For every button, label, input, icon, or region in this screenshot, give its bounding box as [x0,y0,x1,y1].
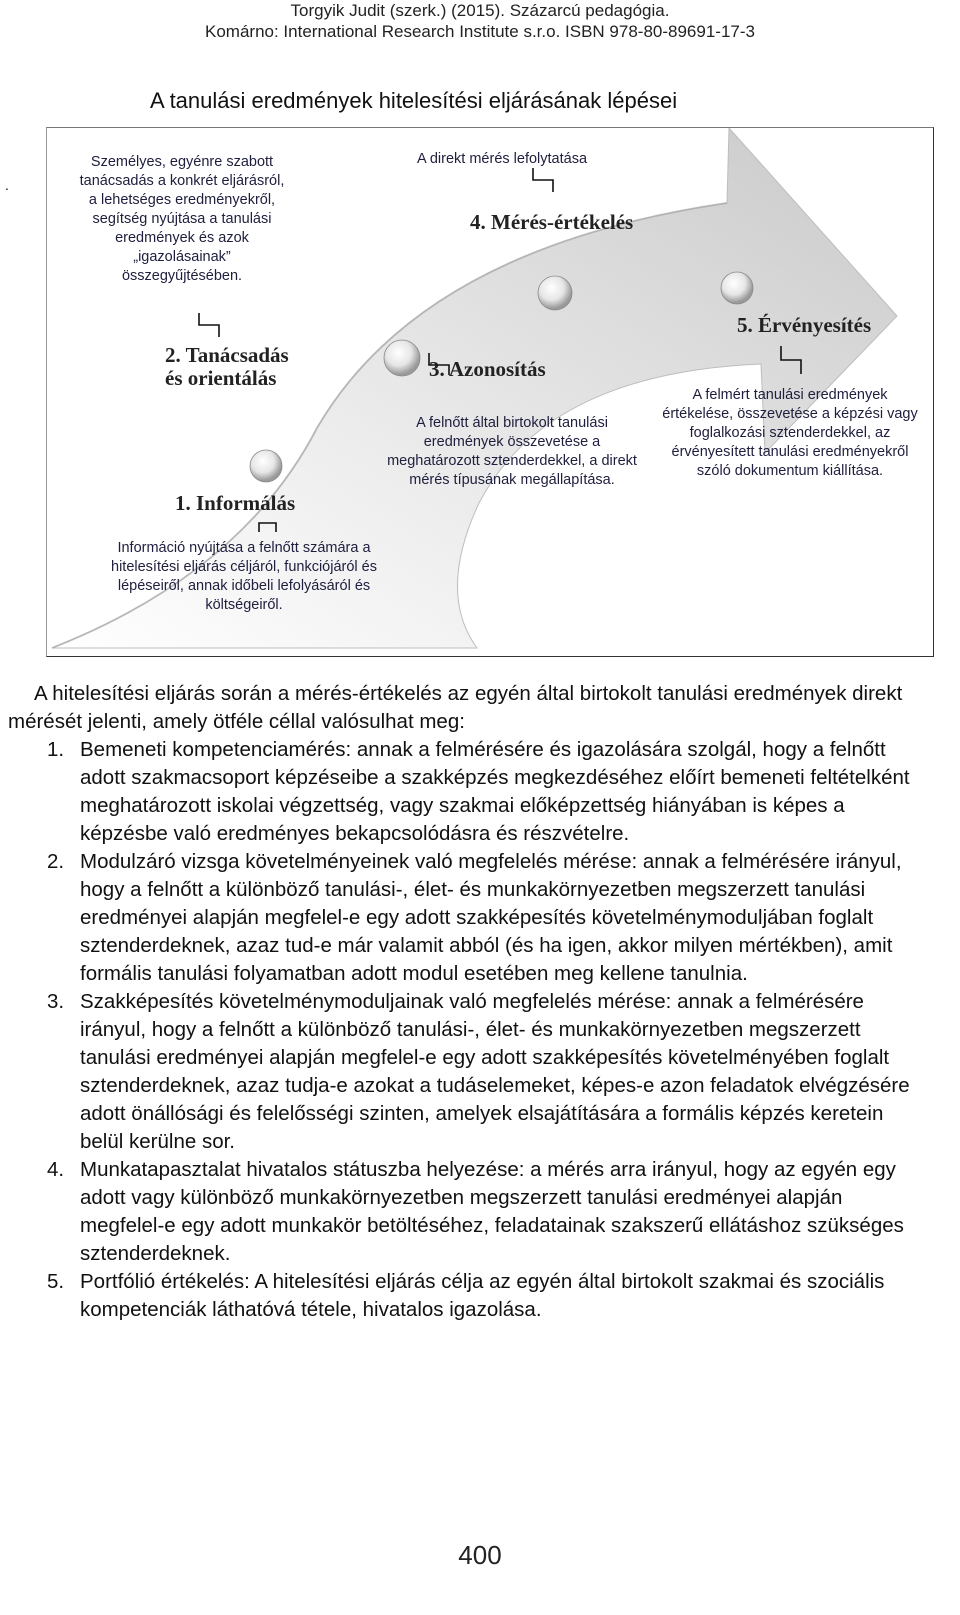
list-item-text: Munkatapasztalat hivatalos státuszba helyezése: a mérés arra irányul, hogy az egyén egy adott vagy különböző munkakörnyezetben megszerzett tanulási eredményei alapján megfelel-e egy adott munkakör betöltéséhez, feladatainak szakszerű ellátáshoz szükséges sztenderdeknek. [80,1158,904,1265]
step-3-description: A felnőtt által birtokolt tanulási eredmények összevetése a meghatározott sztenderdekkel, a direkt mérés típusának megállapítása. [387,415,637,488]
step-marker-3 [538,276,572,310]
list-item-number: 1. [47,738,65,761]
step-marker-2 [384,340,420,376]
step-1-label: 1. Informálás [175,491,296,515]
list-item-number: 4. [47,1158,65,1181]
citation-line-2: Komárno: International Research Institute s.r.o. ISBN 978-80-89691-17-3 [205,22,755,41]
list-item-number: 2. [47,850,65,873]
step-5-description: A felmért tanulási eredmények értékelése, összevetése a képzési vagy foglalkozási sztenderdekkel, az érvényesített tanulási eredményekről szóló dokumentum kiállítása. [662,387,918,479]
list-item [0,1156,960,1268]
intro-paragraph: A hitelesítési eljárás során a mérés-értékelés az egyén által birtokolt tanulási eredmények direkt mérését jelenti, amely ötféle céllal valósulhat meg: [8,682,903,733]
process-figure [46,127,934,657]
step-2-label: 2. Tanácsadás és orientálás [165,343,289,390]
step-2-description: Személyes, egyénre szabott tanácsadás a konkrét eljárásról, a lehetséges eredményekről, segítség nyújtása a tanulási eredmények és azok „igazolásainak” összegyűjtésében. [79,154,285,284]
list-item [0,988,960,1156]
step-4-description: A direkt mérés lefolytatása [416,151,588,167]
list-item-text: Szakképesítés követelménymoduljainak való megfelelés mérése: annak a felmérésére irányul, hogy a felnőtt a különböző tanulási-, élet- és munkakörnyezetben megszerzett tanulási eredményei alapján megfelel-e egy adott szakképesítés követelményében foglalt sztenderdeknek, azaz tudja-e azokat a tudáselemeket, képes-e azon feladatok elvégzésére adott önállósági és felelősségi szinten, amelyek elsajátítására a formális képzés keretein belül kerülne sor. [80,990,910,1153]
purpose-list [0,736,960,1324]
list-item-text: Portfólió értékelés: A hitelesítési eljárás célja az egyén által birtokolt szakmai és szociális kompetenciák láthatóvá tétele, hivatalos igazolása. [80,1270,885,1321]
list-item-text: Bemeneti kompetenciamérés: annak a felmérésére és igazolására szolgál, hogy a felnőtt adott szakmacsoport képzéseibe a szakképzés megkezdéséhez előírt bemeneti feltételként meghatározott iskolai végzettség, vagy szakmai előképzettség hiányában is képes a képzésbe való eredményes bekapcsolódásra és részvételre. [80,738,910,845]
list-item [0,736,960,848]
body-text [0,680,960,1324]
connector-d2 [199,313,219,337]
list-item-number: 3. [47,990,65,1013]
step-3-label: 3. Azonosítás [429,357,546,381]
step-4-label: 4. Mérés-értékelés [470,210,634,234]
list-item [0,848,960,988]
list-item [0,1268,960,1324]
step-5-label: 5. Érvényesítés [737,313,872,337]
step-1-description: Információ nyújtása a felnőtt számára a hitelesítési eljárás céljáról, funkciójáról és lépéseiről, annak időbeli lefolyásáról és költségeiről. [111,540,377,613]
figure-title: A tanulási eredmények hitelesítési eljárásának lépései [150,88,678,113]
list-item-number: 5. [47,1270,65,1293]
list-item-text: Modulzáró vizsga követelményeinek való megfelelés mérése: annak a felmérésére irányul, hogy a felnőtt a különböző tanulási-, élet- és munkakörnyezetben megszerzett tanulási eredményei alapján megfelel-e egy adott szakképesítés követelménymoduljában foglalt sztenderdeknek, azaz tud-e már valamit abból (és ha igen, akkor milyen mértékben), amit formális tanulási folyamatban adott modul esetében meg kellene tanulnia. [80,850,902,985]
stray-dot: . [5,177,9,193]
page-number: 400 [458,1540,502,1570]
step-marker-1 [250,450,282,482]
connector-d4 [533,168,553,192]
step-marker-4 [721,272,753,304]
citation-line-1: Torgyik Judit (szerk.) (2015). Százarcú pedagógia. [290,1,670,20]
